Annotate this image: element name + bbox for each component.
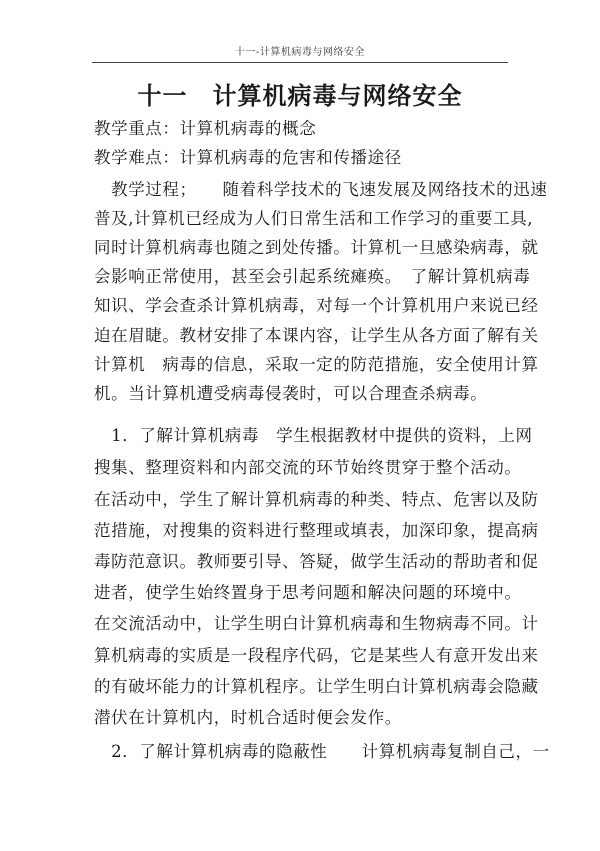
text-line: 迫在眉睫。教材安排了本课内容，让学生从各方面了解有关 bbox=[94, 326, 539, 345]
text-line: 教学过程； 随着科学技术的飞速发展及网络技术的迅速 bbox=[94, 180, 548, 199]
text-line: 普及,计算机已经成为人们日常生活和工作学习的重要工具, bbox=[94, 209, 534, 228]
text-line: 的有破坏能力的计算机程序。让学生明白计算机病毒会隐藏 bbox=[94, 677, 539, 696]
text-line: 机。当计算机遭受病毒侵袭时，可以合理查杀病毒。 bbox=[94, 384, 488, 403]
header-rule bbox=[92, 62, 508, 63]
text-line: 计算机 病毒的信息，采取一定的防范措施，安全使用计算 bbox=[94, 355, 539, 374]
text-line: 潜伏在计算机内，时机合适时便会发作。 bbox=[94, 708, 402, 727]
text-line: 教学难点：计算机病毒的危害和传播途径 bbox=[94, 148, 402, 167]
text-line: 毒防范意识。教师要引导、答疑，做学生活动的帮助者和促 bbox=[94, 552, 539, 571]
text-line: 2．了解计算机病毒的隐蔽性 计算机病毒复制自己，一 bbox=[94, 742, 550, 761]
text-line: 同时计算机病毒也随之到处传播。计算机一旦感染病毒，就 bbox=[94, 238, 539, 257]
page-title: 十一 计算机病毒与网络安全 bbox=[137, 81, 463, 110]
text-line: 知识、学会查杀计算机病毒，对每一个计算机用户来说已经 bbox=[94, 296, 539, 315]
text-line: 算机病毒的实质是一段程序代码，它是某些人有意开发出来 bbox=[94, 646, 539, 665]
text-line: 进者，使学生始终置身于思考问题和解决问题的环境中。 bbox=[94, 583, 522, 602]
text-line: 在交流活动中，让学生明白计算机病毒和生物病毒不同。计 bbox=[94, 614, 539, 633]
text-line: 搜集、整理资料和内部交流的环节始终贯穿于整个活动。 bbox=[94, 458, 522, 477]
text-line: 范措施，对搜集的资料进行整理或填表，加深印象，提高病 bbox=[94, 521, 539, 540]
text-line: 1．了解计算机病毒 学生根据教材中提供的资料，上网 bbox=[94, 426, 533, 445]
text-line: 会影响正常使用，甚至会引起系统瘫痪。 了解计算机病毒 bbox=[94, 267, 531, 286]
text-line: 在活动中，学生了解计算机病毒的种类、特点、危害以及防 bbox=[94, 490, 539, 509]
text-line: 教学重点：计算机病毒的概念 bbox=[94, 119, 317, 138]
running-header: 十一-计算机病毒与网络安全 bbox=[235, 47, 365, 58]
